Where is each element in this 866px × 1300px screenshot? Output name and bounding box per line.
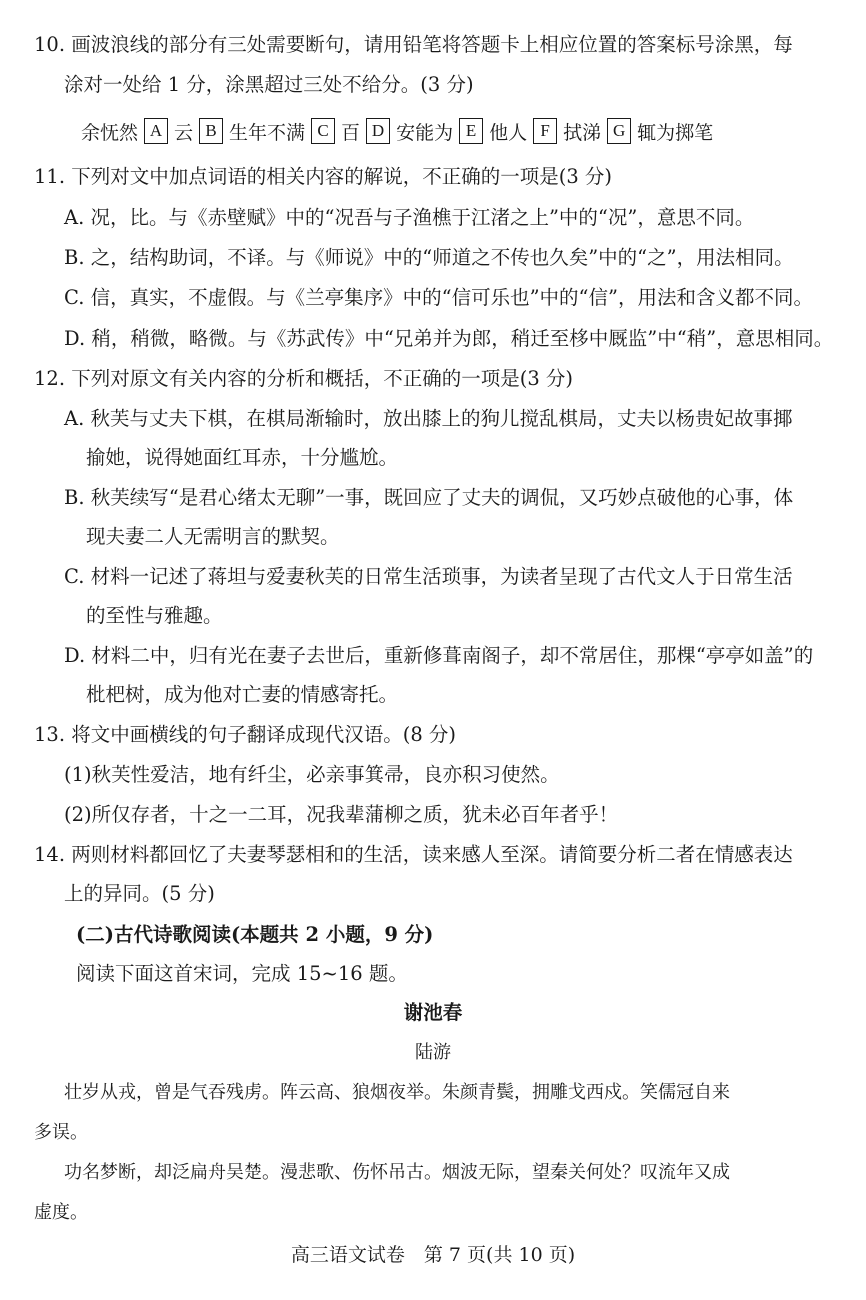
poem-stanza1-line1: 壮岁从戎，曾是气吞残虏。阵云高、狼烟夜举。朱颜青鬓，拥雕戈西戍。笑儒冠自来	[64, 1082, 730, 1103]
q10-segment: 生年不满	[229, 121, 306, 144]
answer-box-d[interactable]: D	[366, 118, 390, 144]
section-intro: 阅读下面这首宋词，完成 15~16 题。	[76, 962, 408, 985]
answer-box-g[interactable]: G	[607, 118, 631, 144]
q12-option-a-line1: A. 秋芙与丈夫下棋，在棋局渐输时，放出膝上的狗儿搅乱棋局，丈夫以杨贵妃故事揶	[64, 407, 793, 430]
answer-box-e[interactable]: E	[459, 118, 483, 144]
answer-box-f[interactable]: F	[533, 118, 557, 144]
q12-option-d-line1: D. 材料二中，归有光在妻子去世后，重新修葺南阁子，却不常居住，那棵“亭亭如盖”的	[64, 644, 814, 667]
q12-stem: 12. 下列对原文有关内容的分析和概括，不正确的一项是(3 分)	[34, 367, 574, 390]
q10-segment: 云	[174, 121, 194, 144]
q11-stem: 11. 下列对文中加点词语的相关内容的解说，不正确的一项是(3 分)	[34, 165, 613, 188]
poem-stanza1-line2: 多误。	[34, 1122, 88, 1143]
q12-option-a-line2: 揄她，说得她面红耳赤，十分尴尬。	[86, 446, 399, 469]
page-footer: 高三语文试卷 第 7 页(共 10 页)	[290, 1244, 576, 1266]
q10-segment: 百	[341, 121, 361, 144]
q11-option-a: A. 况，比。与《赤壁赋》中的“况吾与子渔樵于江渚之上”中的“况”，意思不同。	[64, 206, 755, 229]
q10-segment: 拭涕	[563, 121, 602, 144]
q11-option-c: C. 信，真实，不虚假。与《兰亭集序》中的“信可乐也”中的“信”，用法和含义都不同。	[64, 286, 813, 309]
q14-stem-line1: 14. 两则材料都回忆了夫妻琴瑟相和的生活，读来感人至深。请简要分析二者在情感表达	[34, 843, 793, 866]
q10-stem-line2: 涂对一处给 1 分，涂黑超过三处不给分。(3 分)	[64, 73, 474, 96]
poem-title: 谢池春	[403, 1001, 463, 1024]
q12-option-c-line2: 的至性与雅趣。	[86, 604, 223, 627]
poem-author: 陆游	[415, 1042, 451, 1063]
q10-sentence-with-answer-boxes	[78, 116, 716, 146]
q13-sentence-2: (2)所仅存者，十之一二耳，况我辈蒲柳之质，犹未必百年者乎！	[64, 803, 619, 826]
q10-segment: 余怃然	[81, 121, 139, 144]
answer-box-b[interactable]: B	[199, 118, 223, 144]
q10-stem-line1: 10. 画波浪线的部分有三处需要断句，请用铅笔将答题卡上相应位置的答案标号涂黑，每	[34, 33, 793, 56]
answer-box-c[interactable]: C	[311, 118, 335, 144]
q10-segment: 辄为掷笔	[637, 121, 714, 144]
q13-stem: 13. 将文中画横线的句子翻译成现代汉语。(8 分)	[34, 723, 457, 746]
answer-box-a[interactable]: A	[144, 118, 168, 144]
q14-stem-line2: 上的异同。(5 分)	[64, 882, 215, 905]
q13-sentence-1: (1)秋芙性爱洁，地有纤尘，必亲事箕帚，良亦积习使然。	[64, 763, 560, 786]
q10-segment: 他人	[489, 121, 528, 144]
q12-option-b-line2: 现夫妻二人无需明言的默契。	[86, 525, 340, 548]
q11-option-b: B. 之，结构助词，不译。与《师说》中的“师道之不传也久矣”中的“之”，用法相同。	[64, 246, 794, 269]
q12-option-d-line2: 枇杷树，成为他对亡妻的情感寄托。	[86, 683, 399, 706]
section-heading: (二)古代诗歌阅读(本题共 2 小题，9 分)	[76, 923, 434, 946]
q10-segment: 安能为	[396, 121, 454, 144]
q12-option-b-line1: B. 秋芙续写“是君心绪太无聊”一事，既回应了丈夫的调侃，又巧妙点破他的心事，体	[64, 486, 794, 509]
q12-option-c-line1: C. 材料一记述了蒋坦与爱妻秋芙的日常生活琐事，为读者呈现了古代文人于日常生活	[64, 565, 793, 588]
poem-stanza2-line2: 虚度。	[34, 1202, 88, 1223]
poem-stanza2-line1: 功名梦断，却泛扁舟吴楚。漫悲歌、伤怀吊古。烟波无际，望秦关何处？叹流年又成	[64, 1162, 730, 1183]
q11-option-d: D. 稍，稍微，略微。与《苏武传》中“兄弟并为郎，稍迁至栘中厩监”中“稍”，意思相同。	[64, 327, 834, 350]
